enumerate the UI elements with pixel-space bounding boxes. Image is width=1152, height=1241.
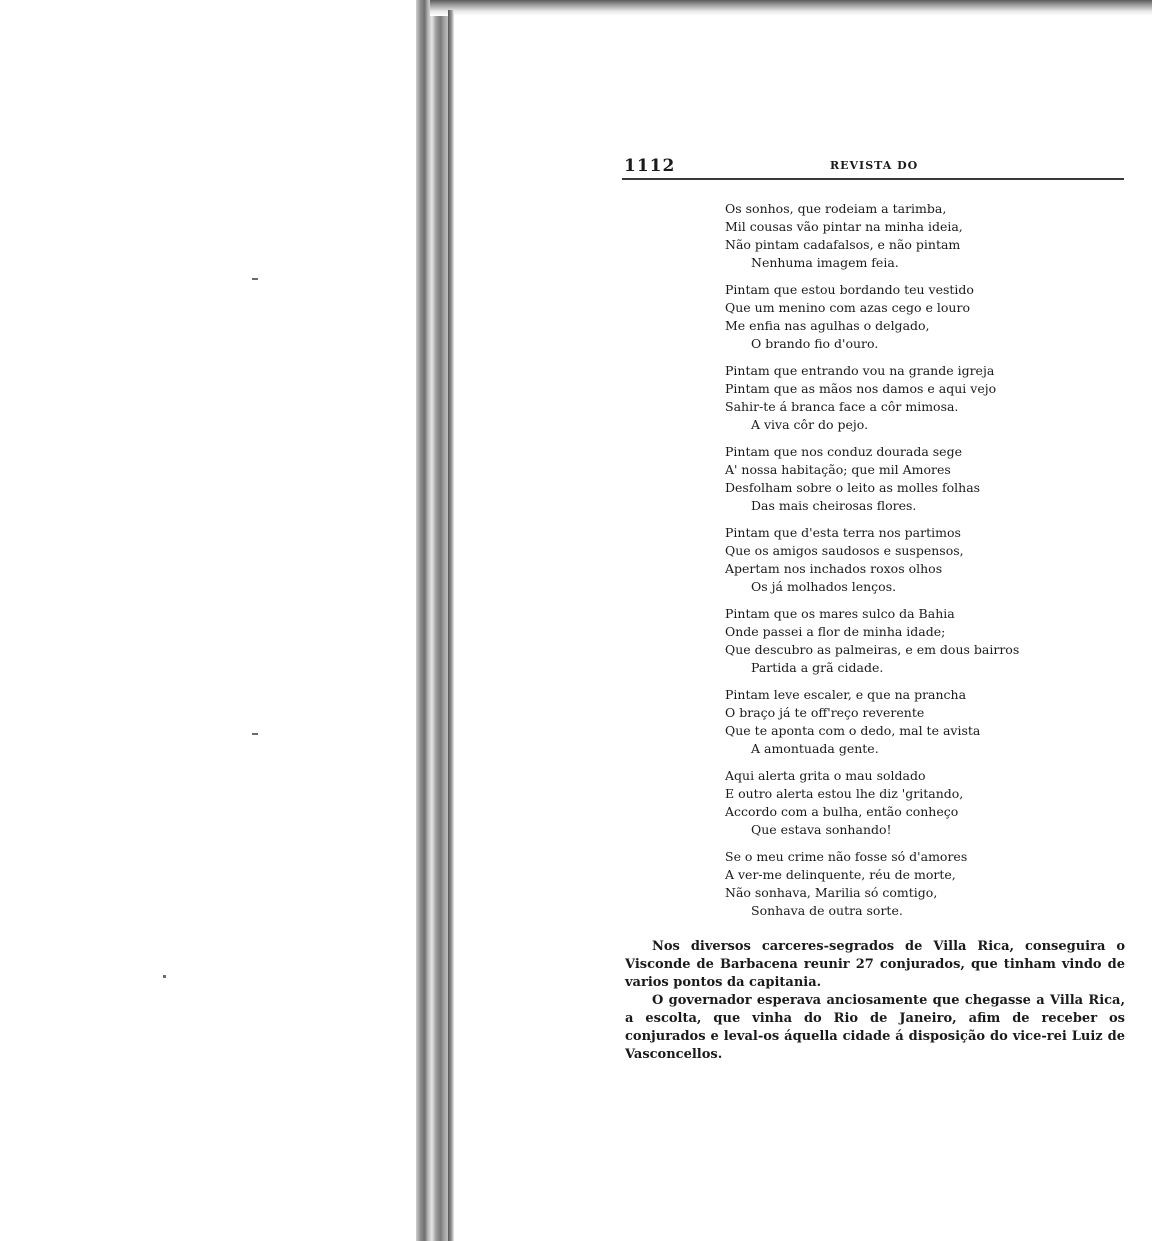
poem-line: Pintam que d'esta terra nos partimos — [725, 525, 961, 540]
poem-line: Onde passei a flor de minha idade; — [725, 624, 946, 639]
poem-line: Mil cousas vão pintar na minha ideia, — [725, 219, 963, 234]
poem-line: Sonhava de outra sorte. — [751, 903, 903, 918]
page-top-edge — [430, 0, 1152, 16]
poem-line: Que estava sonhando! — [751, 822, 892, 837]
poem-line: Nenhuma imagem feia. — [751, 255, 899, 270]
poem-line: Apertam nos inchados roxos olhos — [725, 561, 943, 576]
poem-line: Pintam que nos conduz dourada sege — [725, 444, 962, 459]
stanza — [725, 605, 1055, 677]
poem-line: Que os amigos saudosos e suspensos, — [725, 543, 964, 558]
paragraph: Nos diversos carceres-segrados de Villa Rica, conseguira o Visconde de Barbacena reunir 27 conjurados, que tinham vindo de varios pontos da capitania. — [625, 939, 1125, 990]
stanza — [725, 848, 1055, 920]
poem-line: Os sonhos, que rodeiam a tarimba, — [725, 201, 947, 216]
poem-line: Accordo com a bulha, então conheço — [725, 804, 959, 819]
poem-line: O brando fio d'ouro. — [751, 336, 879, 351]
blank-left-page — [0, 0, 418, 1241]
poem-line: Não sonhava, Marilia só comtigo, — [725, 885, 938, 900]
poem-line: Pintam leve escaler, e que na prancha — [725, 687, 967, 702]
stanza — [725, 524, 1055, 596]
header-rule — [622, 178, 1124, 180]
stanza — [725, 767, 1055, 839]
poem-line: A amontuada gente. — [751, 741, 879, 756]
stanza — [725, 362, 1055, 434]
poem-line: A ver-me delinquente, réu de morte, — [725, 867, 956, 882]
paragraph: O governador esperava anciosamente que chegasse a Villa Rica, a escolta, que vinha do Rio de Janeiro, afim de receber os conjurados e leval-os áquella cidade á disposição do vice-rei Luiz de Vasconcellos. — [625, 993, 1125, 1062]
poem-line: Sahir-te á branca face a côr mimosa. — [725, 399, 959, 414]
poem-line: A' nossa habitação; que mil Amores — [725, 462, 951, 477]
poem-line: Que um menino com azas cego e louro — [725, 300, 970, 315]
page-inner-edge — [448, 10, 454, 1241]
poem-line: Que te aponta com o dedo, mal te avista — [725, 723, 981, 738]
stanza — [725, 686, 1055, 758]
stanza — [725, 281, 1055, 353]
speck — [163, 975, 166, 978]
stanza — [725, 200, 1055, 272]
poem-line: Pintam que os mares sulco da Bahia — [725, 606, 955, 621]
poem-line: Desfolham sobre o leito as molles folhas — [725, 480, 981, 495]
running-header — [622, 156, 1124, 178]
poem-line: Se o meu crime não fosse só d'amores — [725, 849, 968, 864]
speck — [252, 733, 258, 735]
poem-line: E outro alerta estou lhe diz 'gritando, — [725, 786, 964, 801]
poem-line: O braço já te off'reço reverente — [725, 705, 925, 720]
poem-line: Não pintam cadafalsos, e não pintam — [725, 237, 961, 252]
poem-line: Das mais cheirosas flores. — [751, 498, 917, 513]
poem-line: Partida a grã cidade. — [751, 660, 884, 675]
running-title: REVISTA DO — [830, 159, 919, 172]
book-spine — [416, 0, 452, 1241]
prose-body — [625, 938, 1125, 1064]
poem — [725, 200, 1055, 929]
poem-line: Aqui alerta grita o mau soldado — [725, 768, 926, 783]
stanza — [725, 443, 1055, 515]
poem-line: A viva côr do pejo. — [751, 417, 869, 432]
poem-line: Que descubro as palmeiras, e em dous bairros — [725, 642, 1020, 657]
poem-line: Os já molhados lenços. — [751, 579, 897, 594]
poem-line: Pintam que entrando vou na grande igreja — [725, 363, 995, 378]
poem-line: Pintam que estou bordando teu vestido — [725, 282, 974, 297]
speck — [252, 278, 258, 280]
poem-line: Pintam que as mãos nos damos e aqui vejo — [725, 381, 997, 396]
poem-line: Me enfia nas agulhas o delgado, — [725, 318, 930, 333]
page-number: 1112 — [624, 156, 676, 176]
